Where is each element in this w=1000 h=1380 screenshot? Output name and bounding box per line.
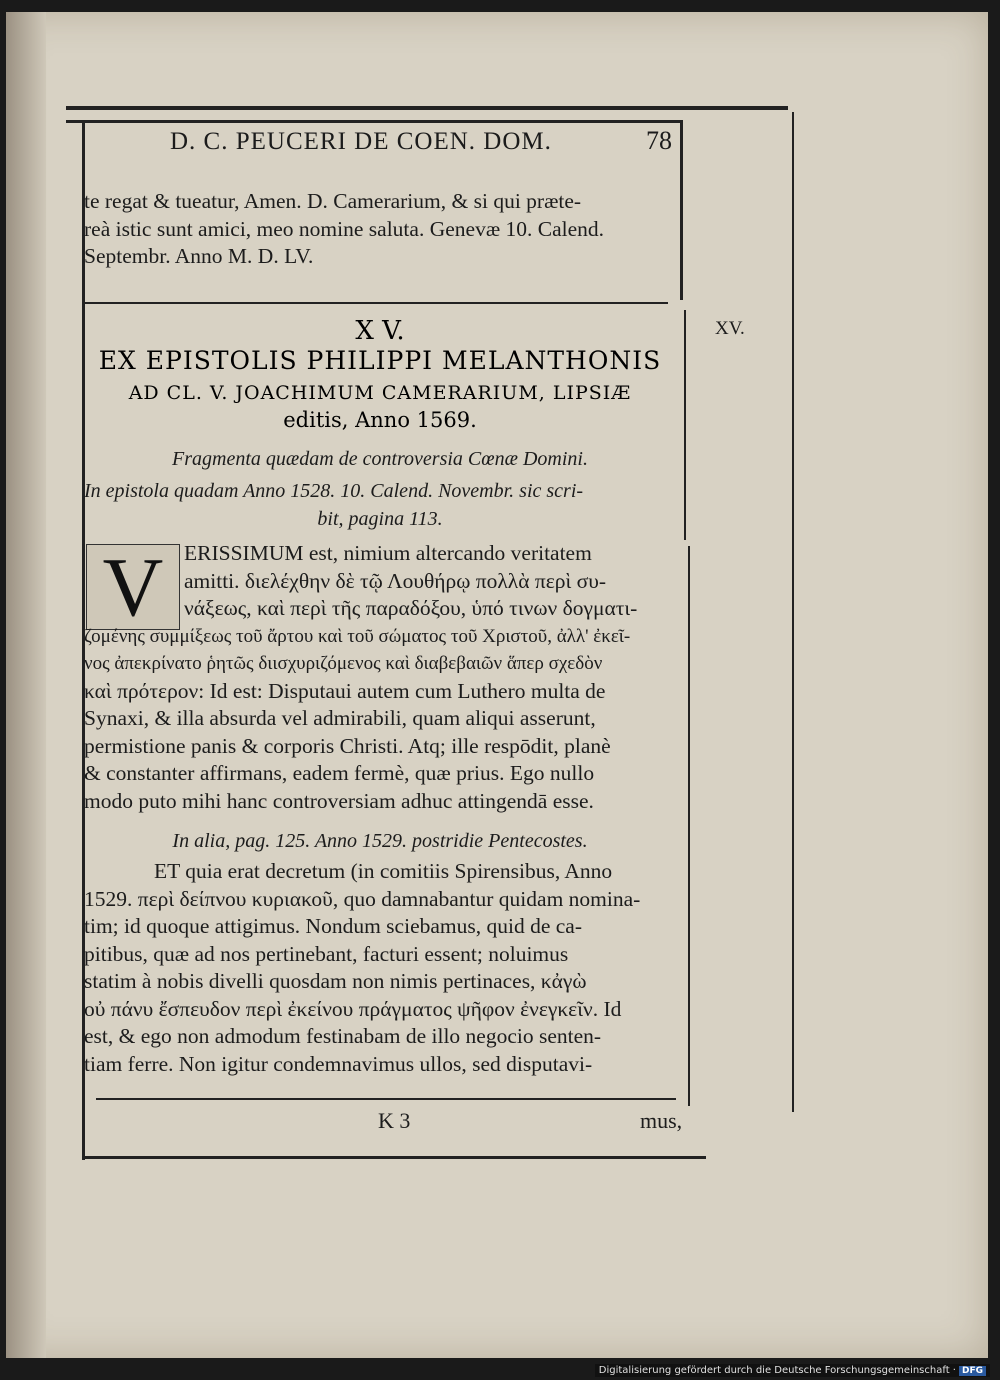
margin-note: XV. [715, 318, 745, 339]
text-line: ET quia erat decretum (in comitiis Spirensibus, Anno [154, 859, 613, 883]
digitization-credit [595, 1364, 990, 1377]
section-number: X V. [355, 316, 405, 346]
second-epistle-intro: In alia, pag. 125. Anno 1529. postridie Pentecostes. [172, 830, 588, 852]
credit-text: Digitalisierung gefördert durch die Deutsche Forschungsgemeinschaft · [598, 1365, 956, 1376]
text-line: tiam ferre. Non igitur condemnavimus ullos, sed disputavi- [84, 1051, 593, 1076]
right-frame-rule-3 [688, 546, 690, 1106]
text-line: tim; id quoque attigimus. Nondum sciebamus, quid de ca- [84, 914, 583, 938]
text-line: reà istic sunt amici, meo nomine saluta. Genevæ 10. Calend. [84, 216, 605, 241]
bottom-frame-rule [82, 1156, 706, 1159]
page-header [70, 120, 680, 160]
right-frame-rule-2 [684, 310, 686, 540]
section-subtitle-2: editis, Anno 1569. [283, 408, 477, 432]
text-line: οὐ πάνυ ἔσπευδον περὶ ἐκείνου πράγματος ψῆφον ἐνεγκεῖν. Id [84, 996, 622, 1021]
text-line: statim à nobis divelli quosdam non nimis pertinaces, κἀγὼ [84, 969, 587, 993]
right-frame-rule [680, 120, 683, 300]
text-line: καὶ πρότερον: Id est: Disputaui autem cum Luthero multa de [84, 678, 606, 703]
text-line: permistione panis & corporis Christi. Atq; ille respōdit, planè [84, 733, 611, 758]
footer-separator-rule [96, 1098, 676, 1100]
text-line: bit, pagina 113. [317, 507, 443, 530]
text-line: modo puto mihi hanc controversiam adhuc attingendā esse. [84, 788, 594, 813]
text-line: In epistola quadam Anno 1528. 10. Calend. Novembr. sic scri- [84, 480, 584, 502]
section-separator-rule [84, 302, 668, 304]
dfg-logo: DFG [959, 1366, 986, 1376]
text-line: ζομένης συμμίξεως τοῦ ἄρτου καὶ τοῦ σώματος τοῦ Χριστοῦ, ἀλλ' ἐκεῖ- [84, 625, 631, 647]
text-line: pitibus, quæ ad nos pertinebant, facturi essent; noluimus [84, 941, 569, 966]
page-gutter [6, 12, 46, 1358]
top-frame-rule [66, 106, 788, 110]
text-line: Septembr. Anno M. D. LV. [84, 244, 314, 268]
catchword: mus, [640, 1108, 683, 1133]
text-line: 1529. περὶ δείπνου κυριακοῦ, quo damnabantur quidam nomina- [84, 886, 641, 911]
outer-right-rule [792, 112, 794, 1112]
text-line: νάξεως, καὶ περὶ τῆς παραδόξου, ὑπό τινων δογματι- [184, 596, 638, 620]
section-subtitle: AD CL. V. JOACHIMUM CAMERARIUM, LIPSIÆ [128, 382, 632, 404]
text-line: Synaxi, & illa absurda vel admirabili, quam aliqui asserunt, [84, 706, 596, 730]
text-line: est, & ego non admodum festinabam de illo negocio senten- [84, 1024, 602, 1048]
fragment-heading: Fragmenta quædam de controversia Cœnæ Domini. [172, 448, 588, 470]
body-paragraph-2 [84, 858, 676, 1078]
section-title: EX EPISTOLIS PHILIPPI MELANTHONIS [98, 346, 662, 375]
top-paragraph [84, 188, 676, 271]
text-line: amitti. διελέχθην δὲ τῷ Λουθήρῳ πολλὰ περὶ συ- [184, 568, 607, 593]
epistle-intro [84, 478, 676, 533]
text-line: ERISSIMUM est, nimium altercando veritatem [184, 541, 592, 565]
signature-mark: K 3 [378, 1108, 411, 1133]
text-line: te regat & tueatur, Amen. D. Camerarium, & si qui præte- [84, 189, 582, 213]
text-line: & constanter affirmans, eadem fermè, quæ prius. Ego nullo [84, 761, 595, 785]
text-line: νος ἀπεκρίνατο ῥητῶς διισχυριζόμενος καὶ διαβεβαιῶν ἅπερ σχεδὸν [84, 653, 603, 674]
running-title: D. C. PEUCERI DE COEN. DOM. [170, 128, 552, 155]
body-paragraph-1 [84, 540, 676, 815]
page-number: 78 [646, 126, 672, 155]
initial-letter: V [102, 541, 164, 634]
